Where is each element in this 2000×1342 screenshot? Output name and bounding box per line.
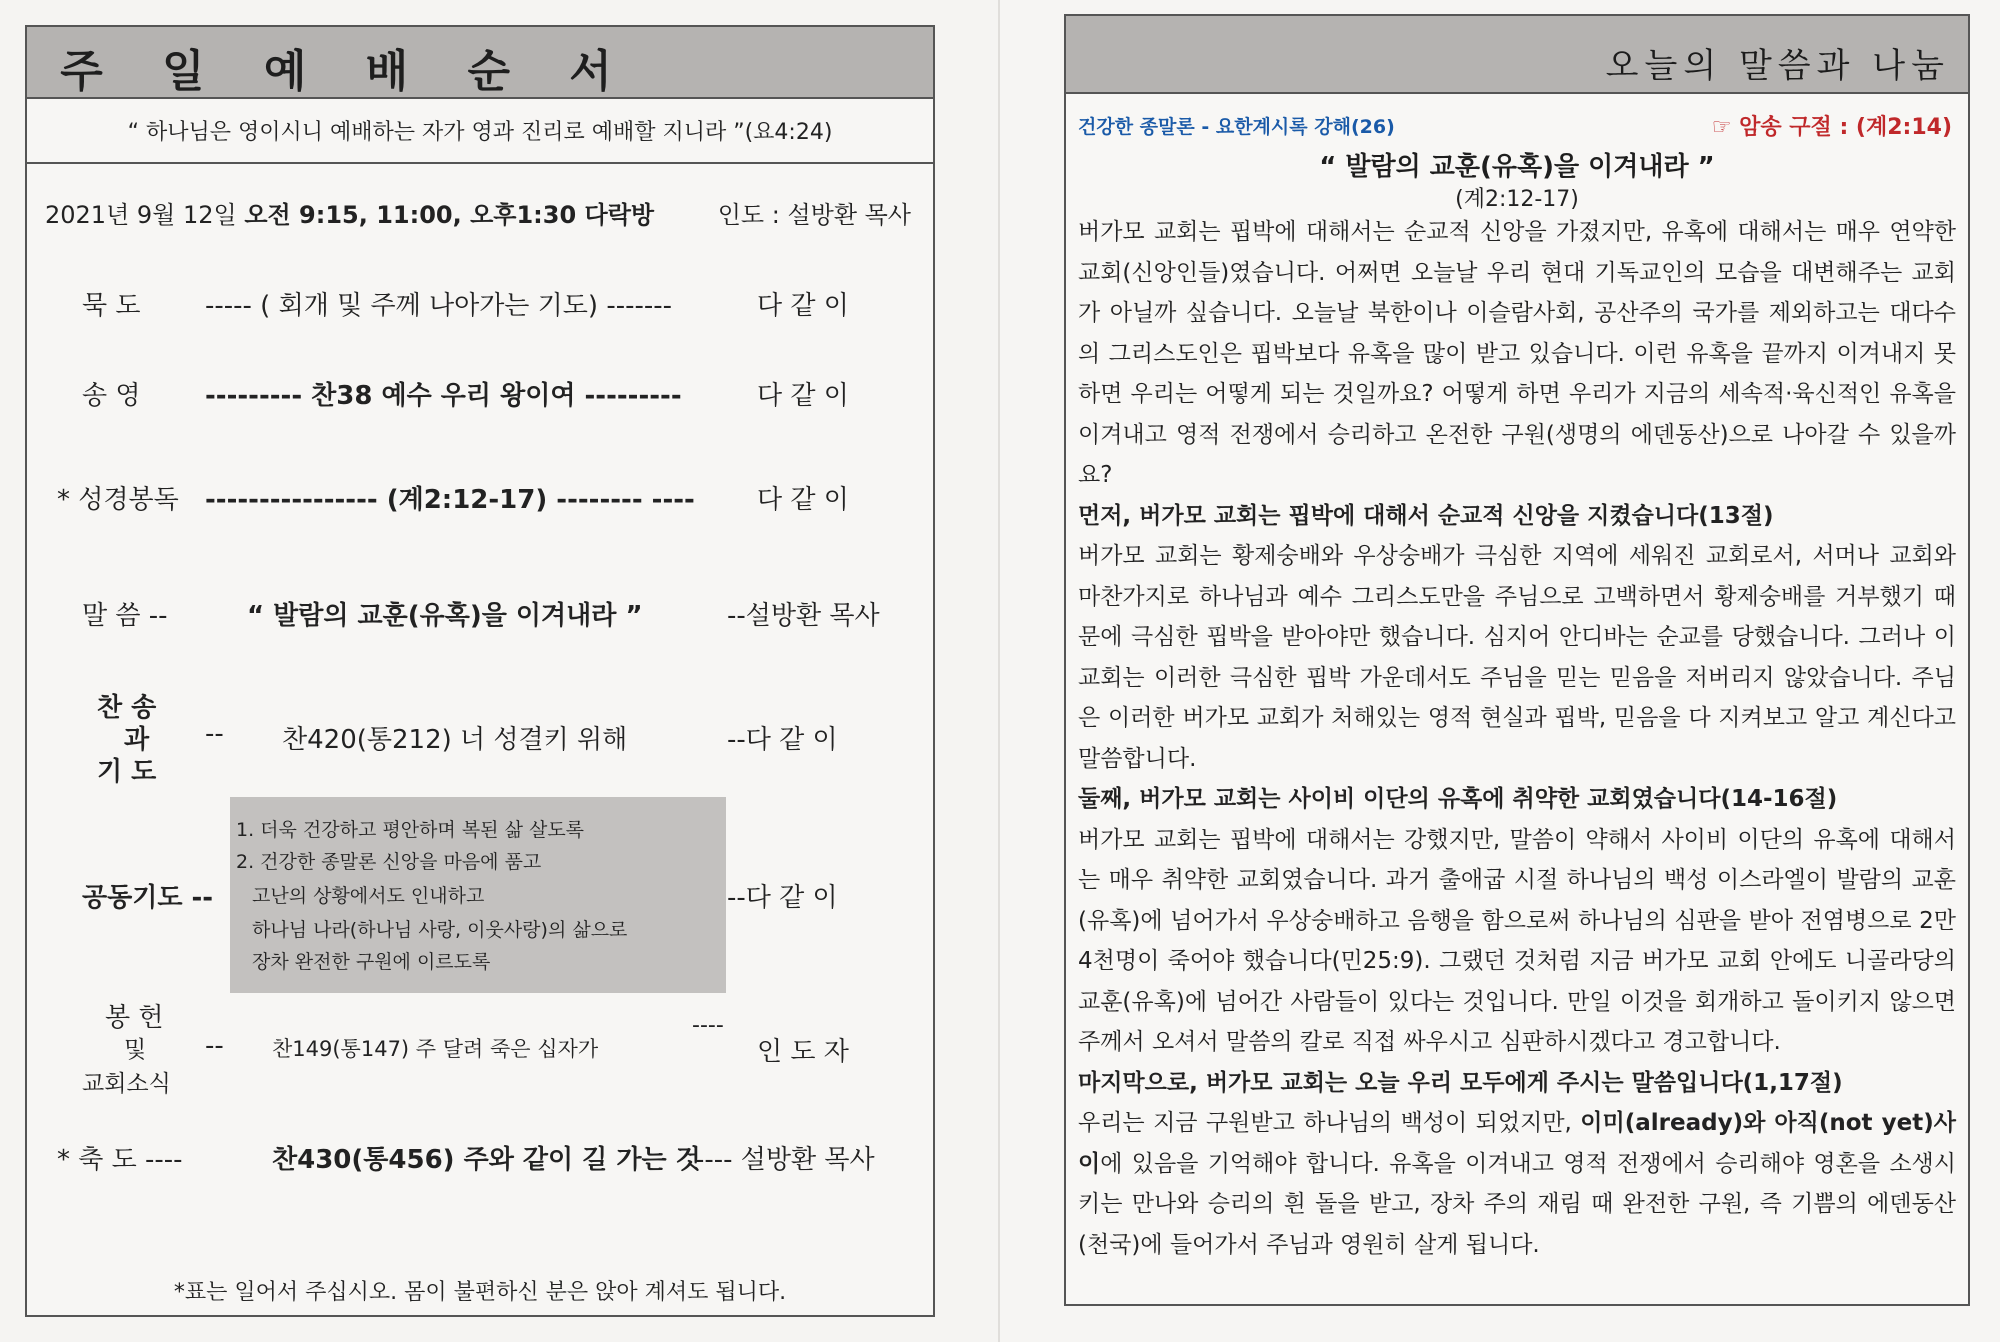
paragraph: 버가모 교회는 핍박에 대해서는 순교적 신앙을 가졌지만, 유혹에 대해서는 매우 연약한 교회(신앙인들)였습니다. 어쩌면 오늘날 우리 현대 기독교인의 모습을 대변해주는 교회가 아닐까 싶습니다. 오늘날 북한이나 이슬람사회, 공산주의 국가를 제외하고는 대다수의 그리스도인은 핍박보다 유혹을 많이 받고 있습니다. 이런 유혹을 끝까지 이겨내지 못하면 우리는 어떻게 되는 것일까요? 어떻게 하면 우리가 지금의 세속적·육신적인 유혹을 이겨내고 영적 전쟁에서 승리하고 온전한 구원(생명의 에덴동산)으로 나아갈 수 있을까요? xyxy=(1078,219,1956,488)
order-leader: 다 같 이 xyxy=(757,381,849,411)
point-heading: 둘째, 버가모 교회는 사이비 이단의 유혹에 취약한 교회였습니다(14-16절) xyxy=(1078,786,1838,812)
service-times: 오전 9:15, 11:00, 오후1:30 다락방 xyxy=(244,201,655,229)
sermon-reference: (계2:12-17) xyxy=(1455,187,1579,212)
order-label-line: 찬 송 xyxy=(97,693,157,723)
order-leader: 다 같 이 xyxy=(757,485,849,515)
right-page xyxy=(1000,0,2000,1342)
order-content: 찬430(통456) 주와 같이 길 가는 것 xyxy=(272,1145,701,1175)
order-leader: --다 같 이 xyxy=(727,883,838,913)
prayer-line: 장차 완전한 구원에 이르도록 xyxy=(252,951,491,973)
worship-order-frame xyxy=(25,25,935,1317)
order-label: 말 씀 -- xyxy=(82,601,168,631)
order-label-line: 봉 헌 xyxy=(105,1003,164,1033)
date-text: 2021년 9월 12일 xyxy=(45,201,245,229)
paragraph xyxy=(1078,1103,1956,1265)
sermon-frame xyxy=(1064,14,1970,1306)
paragraph: 버가모 교회는 핍박에 대해서는 강했지만, 말씀이 약해서 사이비 이단의 유혹에 대해서는 매우 취약한 교회였습니다. 과거 출애굽 시절 하나님의 백성 이스라엘이 발람의 교훈(유혹)에 넘어가서 우상숭배하고 음행을 함으로써 하나님의 심판을 받아 전염병으로 2만 4천명이 죽어야 했습니다(민25:9). 그랬던 것처럼 지금 버가모 교회 안에도 니골라당의 교훈(유혹)에 넘어간 사람들이 있다는 것입니다. 만일 이것을 회개하고 돌이키지 않으면 주께서 오셔서 말씀의 칼로 직접 싸우시고 심판하시겠다고 경고합니다. xyxy=(1078,826,1956,1055)
order-dash: -- xyxy=(205,1031,224,1061)
order-label: 공동기도 -- xyxy=(82,883,214,913)
order-label-line: 과 xyxy=(124,725,150,755)
divider xyxy=(27,162,933,164)
point-heading: 먼저, 버가모 교회는 핍박에 대해서 순교적 신앙을 지켰습니다(13절) xyxy=(1078,502,1774,529)
title-bar xyxy=(27,27,933,99)
order-leader: --설방환 목사 xyxy=(727,601,880,631)
order-leader: 다 같 이 xyxy=(757,291,849,321)
order-label-line: 교회소식 xyxy=(82,1071,171,1097)
order-content: ----- ( 회개 및 주께 나아가는 기도) ------- xyxy=(205,291,672,321)
order-label-line: 및 xyxy=(124,1037,147,1063)
prayer-line: 하나님 나라(하나님 사랑, 이웃사랑)의 삶으로 xyxy=(252,919,628,941)
prayer-line: 1. 더욱 건강하고 평안하며 복된 삶 살도록 xyxy=(236,819,585,841)
order-leader: 인 도 자 xyxy=(757,1037,849,1067)
memory-verse: ☞ 암송 구절 : (계2:14) xyxy=(1711,115,1952,140)
order-leader: --다 같 이 xyxy=(727,725,838,755)
verse-line: “ 하나님은 영이시니 예배하는 자가 영과 진리로 예배할 지니라 ”(요4:24) xyxy=(127,120,833,145)
order-label: * 성경봉독 xyxy=(57,485,179,515)
date-line xyxy=(45,195,925,230)
order-label: * 축 도 ---- xyxy=(57,1145,183,1175)
paragraph-part: 우리는 지금 구원받고 하나님의 백성이 되었지만, xyxy=(1078,1110,1581,1136)
order-dash: ---- xyxy=(692,1013,724,1038)
order-label-line: 기 도 xyxy=(97,757,157,787)
order-label: 묵 도 xyxy=(82,291,141,321)
order-content: 찬149(통147) 주 달려 죽은 십자가 xyxy=(272,1037,599,1061)
point-heading: 마지막으로, 버가모 교회는 오늘 우리 모두에게 주시는 말씀입니다(1,17절) xyxy=(1078,1069,1843,1096)
prayer-line: 고난의 상황에서도 인내하고 xyxy=(252,885,485,907)
order-leader: ---- 설방환 목사 xyxy=(695,1145,875,1175)
sermon-body xyxy=(1078,212,1956,1265)
prayer-box xyxy=(230,797,726,993)
order-dash: -- xyxy=(205,719,224,749)
section-heading: 오늘의 말씀과 나눔 xyxy=(1605,46,1950,86)
sermon-title: “ 발람의 교훈(유혹)을 이겨내라 ” xyxy=(1319,152,1715,182)
standing-note: *표는 일어서 주십시오. 몸이 불편하신 분은 앉아 계셔도 됩니다. xyxy=(173,1280,787,1305)
leader-text: 인도 : 설방환 목사 xyxy=(717,201,911,229)
paragraph-emphasis: 이미(already)와 아직(not yet)사이 xyxy=(1078,1110,1956,1177)
paragraph: 버가모 교회는 황제숭배와 우상숭배가 극심한 지역에 세워진 교회로서, 서머나 교회와 마찬가지로 하나님과 예수 그리스도만을 주님으로 고백하면서 황제숭배를 거부했기 때문에 극심한 핍박을 받아야만 했습니다. 심지어 안디바는 순교를 당했습니다. 그러나 이 교회는 이러한 극심한 핍박 가운데서도 주님을 믿는 믿음을 저버리지 않았습니다. 주님은 이러한 버가모 교회가 처해있는 영적 현실과 핍박, 믿음을 다 지켜보고 알고 계신다고 말씀합니다. xyxy=(1078,543,1956,772)
order-content: “ 발람의 교훈(유혹)을 이겨내라 ” xyxy=(247,601,643,631)
order-content: ---------------- (계2:12-17) -------- ---- xyxy=(205,485,695,515)
order-label: 송 영 xyxy=(82,381,141,411)
order-content: 찬420(통212) 너 성결키 위해 xyxy=(282,725,628,755)
series-title: 건강한 종말론 - 요한계시록 강해(26) xyxy=(1078,116,1395,138)
order-content: --------- 찬38 예수 우리 왕이여 --------- xyxy=(205,381,682,411)
heading-bar xyxy=(1066,16,1968,94)
page-title: 주 일 예 배 순 서 xyxy=(60,46,634,97)
prayer-line: 2. 건강한 종말론 신앙을 마음에 품고 xyxy=(236,851,542,873)
paragraph-part: 에 있음을 기억해야 합니다. 유혹을 이겨내고 영적 전쟁에서 승리해야 영혼을 소생시키는 만나와 승리의 흰 돌을 받고, 장차 주의 재림 때 완전한 구원, 즉 기쁨의 에덴동산(천국)에 들어가서 주님과 영원히 살게 됩니다. xyxy=(1078,1150,1956,1258)
